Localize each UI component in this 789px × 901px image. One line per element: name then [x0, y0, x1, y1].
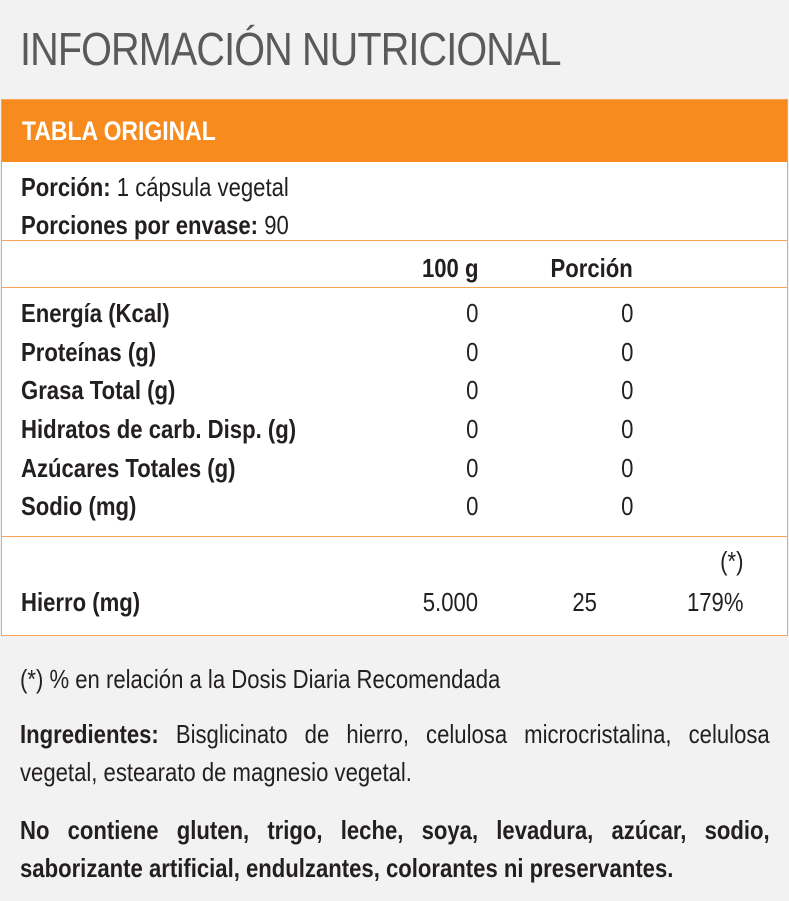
nutrition-table [1, 99, 788, 636]
nutrient-name: Energía (Kcal) [21, 298, 170, 328]
nutrient-value-portion: 25 [572, 587, 597, 617]
ingredients-paragraph [20, 715, 770, 791]
ingredients [20, 715, 770, 791]
column-header-100g: 100 g [421, 253, 478, 283]
nutrient-value-100g: 0 [465, 414, 478, 444]
nutrient-name: Sodio (mg) [21, 491, 137, 521]
nutrient-name: Azúcares Totales (g) [21, 453, 236, 483]
serving-size-value: 1 cápsula vegetal [110, 172, 289, 202]
servings-label: Porciones por envase: [21, 210, 259, 240]
serving-size [21, 174, 289, 200]
table-header-title: TABLA ORIGINAL [22, 116, 216, 146]
nutrient-value-portion: 0 [620, 491, 633, 521]
servings-value: 90 [258, 210, 289, 240]
nutrient-value-portion: 0 [620, 414, 633, 444]
ingredients-label: Ingredientes: [20, 719, 159, 749]
divider [2, 536, 787, 537]
disclaimer [20, 811, 770, 887]
nutrient-value-100g: 0 [465, 298, 478, 328]
nutrient-name: Proteínas (g) [21, 337, 157, 367]
daily-value-percent: 179% [686, 587, 743, 617]
nutrient-name: Hidratos de carb. Disp. (g) [21, 414, 297, 444]
table-header-bar [2, 100, 787, 162]
column-header-portion: Porción [550, 253, 633, 283]
disclaimer-text: No contiene gluten, trigo, leche, soya, levadura, azúcar, sodio, saborizante artificial, endulzantes, colorantes ni preservantes. [20, 815, 770, 883]
nutrient-value-100g: 0 [465, 453, 478, 483]
nutrient-value-100g: 0 [465, 375, 478, 405]
nutrient-value-portion: 0 [620, 375, 633, 405]
servings-per-container [21, 212, 289, 238]
nutrient-value-100g: 5.000 [422, 587, 478, 617]
page-title: INFORMACIÓN NUTRICIONAL [20, 23, 561, 75]
nutrient-value-100g: 0 [465, 337, 478, 367]
nutrient-value-portion: 0 [620, 337, 633, 367]
nutrient-value-100g: 0 [465, 491, 478, 521]
nutrient-value-portion: 0 [620, 298, 633, 328]
footnote [20, 660, 770, 698]
daily-value-marker: (*) [719, 546, 743, 576]
nutrient-value-portion: 0 [620, 453, 633, 483]
divider [2, 240, 787, 241]
divider [2, 287, 787, 288]
nutrient-name: Hierro (mg) [21, 587, 141, 617]
serving-size-label: Porción: [21, 172, 111, 202]
nutrient-name: Grasa Total (g) [21, 375, 176, 405]
footnote-text: (*) % en relación a la Dosis Diaria Recomendada [20, 664, 501, 694]
ingredients-text: Bisglicinato de hierro, celulosa microcristalina, celulosa vegetal, estearato de magnesio vegetal. [20, 719, 770, 787]
